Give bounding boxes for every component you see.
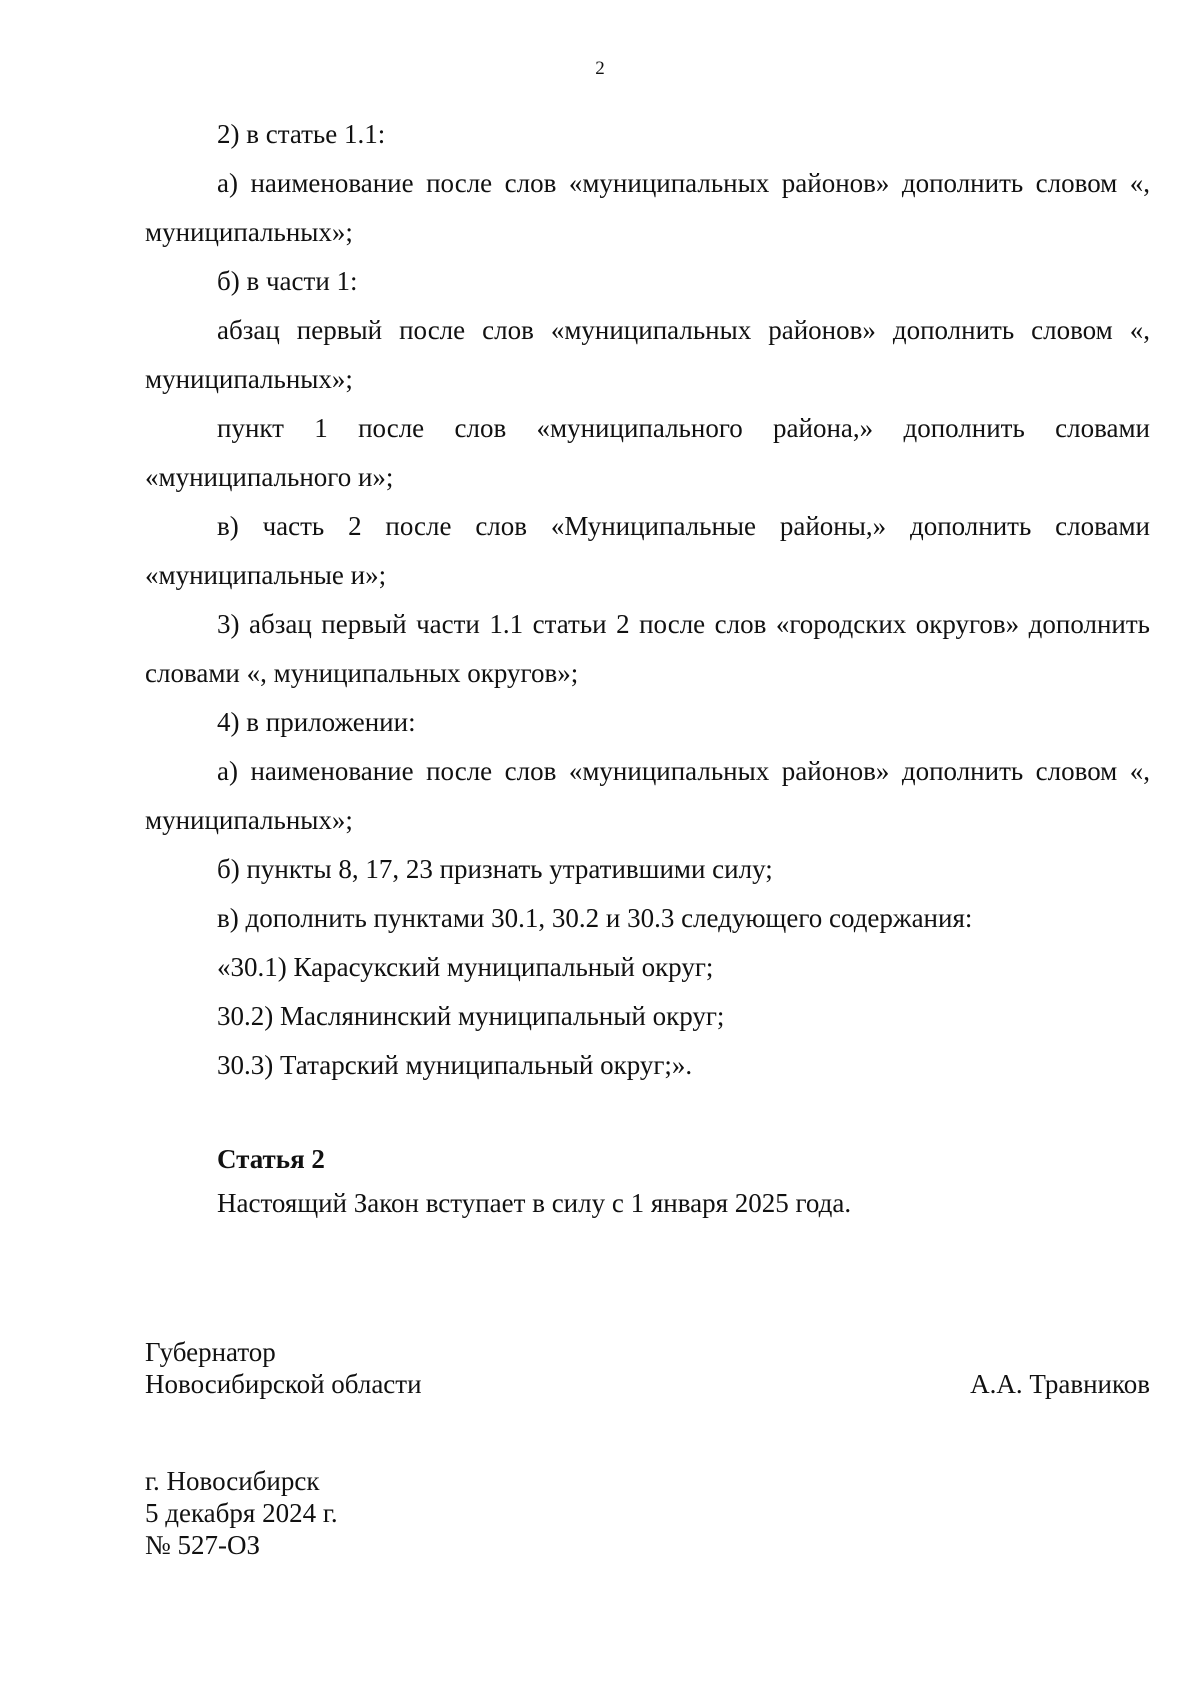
- signature-block: [145, 1336, 1150, 1400]
- date: 5 декабря 2024 г.: [145, 1498, 338, 1528]
- article-heading: Статья 2: [217, 1144, 325, 1174]
- paragraph: в) часть 2 после слов «Муниципальные районы,» дополнить словами «муниципальные и»;: [145, 511, 1150, 590]
- paragraph: а) наименование после слов «муниципальных районов» дополнить словом «, муниципальных»;: [145, 168, 1150, 247]
- signatory-title: Губернатор: [145, 1337, 276, 1367]
- paragraph: 2) в статье 1.1:: [217, 119, 386, 149]
- paragraph: пункт 1 после слов «муниципального района,» дополнить словами «муниципального и»;: [145, 413, 1150, 492]
- signatory-name: А.А. Травников: [970, 1369, 1150, 1399]
- place-date-block: [145, 1465, 745, 1561]
- article-2: [145, 1140, 1150, 1222]
- paragraph: 4) в приложении:: [217, 707, 416, 737]
- law-number: № 527-ОЗ: [145, 1530, 261, 1560]
- paragraph: 30.3) Татарский муниципальный округ;».: [217, 1050, 693, 1080]
- paragraph: 30.2) Маслянинский муниципальный округ;: [217, 1001, 725, 1031]
- paragraph: а) наименование после слов «муниципальных районов» дополнить словом «, муниципальных»;: [145, 756, 1150, 835]
- page-number: 2: [595, 58, 605, 79]
- paragraph: абзац первый после слов «муниципальных районов» дополнить словом «, муниципальных»;: [145, 315, 1150, 394]
- city: г. Новосибирск: [145, 1466, 320, 1496]
- paragraph: б) пункты 8, 17, 23 признать утратившими силу;: [217, 854, 773, 884]
- paragraph: в) дополнить пунктами 30.1, 30.2 и 30.3 следующего содержания:: [217, 903, 973, 933]
- signatory-region: Новосибирской области: [145, 1369, 422, 1399]
- law-amendments-text: [145, 110, 1150, 1090]
- paragraph: б) в части 1:: [217, 266, 358, 296]
- article-text: Настоящий Закон вступает в силу с 1 января 2025 года.: [217, 1188, 852, 1218]
- paragraph: «30.1) Карасукский муниципальный округ;: [217, 952, 714, 982]
- paragraph: 3) абзац первый части 1.1 статьи 2 после слов «городских округов» дополнить словами «, муниципальных округов»;: [145, 609, 1150, 688]
